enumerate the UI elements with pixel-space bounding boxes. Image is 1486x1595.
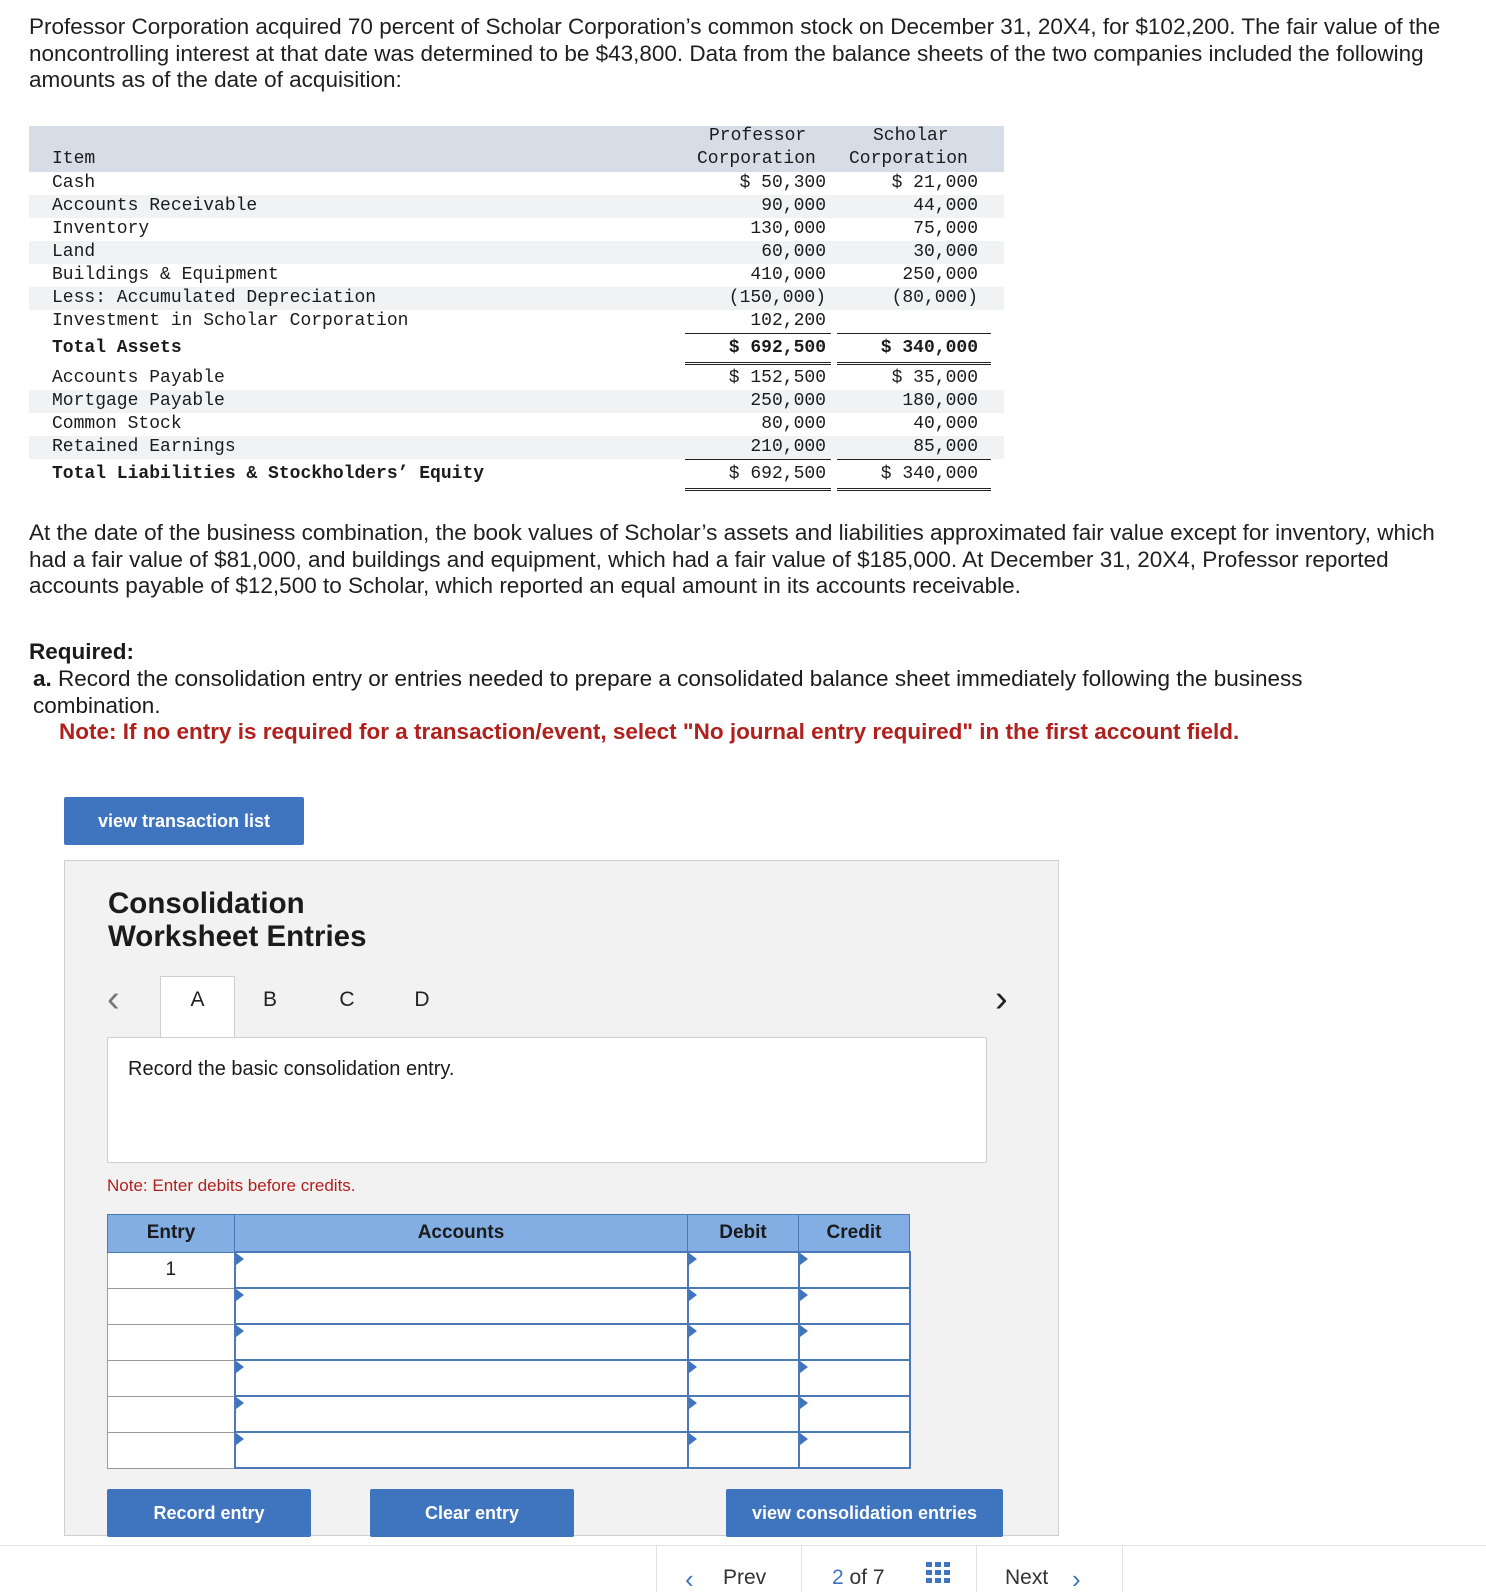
journal-entry-row [108,1288,910,1324]
row-item: Investment in Scholar Corporation [52,311,409,331]
account-input[interactable] [235,1324,688,1360]
row-professor: 410,000 [750,265,826,285]
view-consolidation-entries-button[interactable]: view consolidation entries [726,1489,1003,1537]
total-le-professor: $ 692,500 [728,464,826,484]
page-total: 7 [872,1566,885,1589]
entry-number-cell [108,1360,235,1396]
row-scholar: 75,000 [913,219,978,239]
account-input[interactable] [235,1432,688,1468]
balance-sheet-row [29,195,1004,218]
required-note: Note: If no entry is required for a transaction/event, select "No journal entry required" in the first account field. [59,719,1240,744]
row-item: Accounts Payable [52,368,225,388]
debit-input[interactable] [688,1360,799,1396]
dropdown-marker-icon [236,1325,244,1337]
col-accounts: Accounts [235,1215,688,1253]
next-label: Next [1005,1566,1049,1589]
dropdown-marker-icon [236,1289,244,1301]
total-assets-scholar: $ 340,000 [880,338,978,358]
row-scholar: $ 21,000 [891,173,978,193]
balance-sheet-row [29,310,1004,333]
balance-sheet-row [29,241,1004,264]
required-a [33,666,1433,719]
clear-entry-button[interactable]: Clear entry [370,1489,574,1537]
prev-label: Prev [723,1566,767,1589]
debit-input[interactable] [688,1324,799,1360]
view-transaction-list-button[interactable]: view transaction list [64,797,304,845]
row-scholar: 40,000 [913,414,978,434]
dropdown-marker-icon [800,1253,808,1265]
dropdown-marker-icon [800,1289,808,1301]
row-scholar: 85,000 [913,437,978,457]
row-scholar: 250,000 [902,265,978,285]
row-item: Land [52,242,96,262]
balance-sheet-row [29,390,1004,413]
row-scholar: 44,000 [913,196,978,216]
credit-input[interactable] [799,1324,910,1360]
tab-b[interactable]: B [262,988,277,1011]
credit-input[interactable] [799,1252,910,1288]
dropdown-marker-icon [236,1397,244,1409]
row-scholar: 180,000 [902,391,978,411]
entry-number-cell: 1 [108,1252,235,1288]
col-debit: Debit [688,1215,799,1253]
row-professor: 250,000 [750,391,826,411]
grid-icon [926,1562,952,1584]
tab-c[interactable]: C [339,988,355,1011]
required-a-text: Record the consolidation entry or entries needed to prepare a consolidated balance sheet immediately following the business combination. [33,666,1303,718]
total-le-label: Total Liabilities & Stockholders’ Equity [52,464,485,484]
credit-input[interactable] [799,1396,910,1432]
row-item: Retained Earnings [52,437,236,457]
required-title: Required: [29,639,135,664]
next-chevron-icon: › [1072,1564,1081,1594]
dropdown-marker-icon [236,1253,244,1265]
total-assets-row [29,333,1004,363]
tab-prev-arrow-icon[interactable]: ‹ [107,978,120,1020]
row-scholar: (80,000) [891,288,978,308]
row-professor: 60,000 [761,242,826,262]
journal-entry-table [107,1214,911,1469]
journal-entry-row [108,1396,910,1432]
balance-sheet-row [29,287,1004,310]
balance-sheet-row [29,218,1004,241]
row-item: Inventory [52,219,150,239]
dropdown-marker-icon [689,1361,697,1373]
required-a-label: a. [33,666,52,691]
header-item: Item [52,149,96,169]
dropdown-marker-icon [800,1361,808,1373]
journal-entry-row [108,1360,910,1396]
row-professor: $ 50,300 [739,173,826,193]
dropdown-marker-icon [236,1433,244,1445]
row-professor: 90,000 [761,196,826,216]
balance-sheet-table [29,126,1004,489]
header-professor-2: Corporation [697,149,816,169]
col-entry: Entry [108,1215,235,1253]
row-scholar: 30,000 [913,242,978,262]
instruction-box [107,1037,987,1163]
balance-sheet-row [29,264,1004,287]
debits-note: Note: Enter debits before credits. [107,1176,356,1195]
dropdown-marker-icon [689,1397,697,1409]
col-credit: Credit [799,1215,910,1253]
worksheet-title [108,887,367,953]
entry-number-cell [108,1324,235,1360]
header-scholar-1: Scholar [873,126,949,146]
row-item: Accounts Receivable [52,196,258,216]
dropdown-marker-icon [689,1325,697,1337]
row-professor: $ 152,500 [728,368,826,388]
consolidation-worksheet-panel [64,860,1059,1536]
instruction-text: Record the basic consolidation entry. [128,1058,455,1080]
row-professor: 80,000 [761,414,826,434]
page-current: 2 [832,1566,844,1589]
journal-entry-row [108,1252,910,1288]
entry-number-cell [108,1288,235,1324]
worksheet-title-line-2: Worksheet Entries [108,920,367,953]
page-indicator-text [832,1566,885,1590]
header-scholar-2: Corporation [849,149,968,169]
total-le-scholar: $ 340,000 [880,464,978,484]
row-professor: 102,200 [750,311,826,331]
tab-next-arrow-icon[interactable]: › [995,978,1008,1020]
row-professor: 210,000 [750,437,826,457]
problem-details: At the date of the business combination, the book values of Scholar’s assets and liabilities approximated fair value except for inventory, which had a fair value of $81,000, and buildings and equipment, which had a fair value of $185,000. At December 31, 20X4, Professor reported accounts payable of $12,500 to Scholar, which reported an equal amount in its accounts receivable. [29,520,1435,598]
entry-number-cell [108,1432,235,1468]
dropdown-marker-icon [800,1433,808,1445]
total-assets-label: Total Assets [52,338,182,358]
account-input[interactable] [235,1360,688,1396]
prev-chevron-icon: ‹ [685,1564,694,1594]
record-entry-button[interactable]: Record entry [107,1489,311,1537]
next-button[interactable] [976,1546,1123,1592]
row-item: Common Stock [52,414,182,434]
balance-sheet-row [29,436,1004,459]
row-item: Buildings & Equipment [52,265,279,285]
dropdown-marker-icon [236,1361,244,1373]
debit-input[interactable] [688,1396,799,1432]
journal-entry-row [108,1432,910,1468]
entry-number-cell [108,1396,235,1432]
row-item: Less: Accumulated Depreciation [52,288,377,308]
row-scholar: $ 35,000 [891,368,978,388]
total-assets-professor: $ 692,500 [728,338,826,358]
credit-input[interactable] [799,1360,910,1396]
dropdown-marker-icon [800,1325,808,1337]
tab-a[interactable]: A [160,976,235,1037]
header-professor-1: Professor [709,126,807,146]
account-input[interactable] [235,1396,688,1432]
debit-input[interactable] [688,1252,799,1288]
credit-input[interactable] [799,1432,910,1468]
balance-sheet-row [29,172,1004,195]
row-item: Mortgage Payable [52,391,225,411]
debit-input[interactable] [688,1288,799,1324]
tab-d[interactable]: D [414,988,430,1011]
account-input[interactable] [235,1288,688,1324]
debit-input[interactable] [688,1432,799,1468]
balance-sheet-row [29,413,1004,436]
problem-intro: Professor Corporation acquired 70 percent of Scholar Corporation’s common stock on December 31, 20X4, for $102,200. The fair value of the noncontrolling interest at that date was determined to be $43,800. Data from the balance sheets of the two companies included the following amounts as of the date of acquisition: [29,14,1441,92]
balance-sheet-header [29,126,1004,172]
prev-button[interactable] [656,1546,802,1592]
page-of: of [849,1566,868,1589]
total-liabilities-equity-row [29,459,1004,489]
balance-sheet-row [29,367,1004,390]
credit-input[interactable] [799,1288,910,1324]
row-professor: 130,000 [750,219,826,239]
dropdown-marker-icon [689,1289,697,1301]
dropdown-marker-icon [689,1253,697,1265]
row-item: Cash [52,173,96,193]
dropdown-marker-icon [800,1397,808,1409]
account-input[interactable] [235,1252,688,1288]
row-professor: (150,000) [728,288,826,308]
dropdown-marker-icon [689,1433,697,1445]
worksheet-title-line-1: Consolidation [108,887,305,920]
page-indicator[interactable] [801,1546,977,1592]
journal-entry-row [108,1324,910,1360]
